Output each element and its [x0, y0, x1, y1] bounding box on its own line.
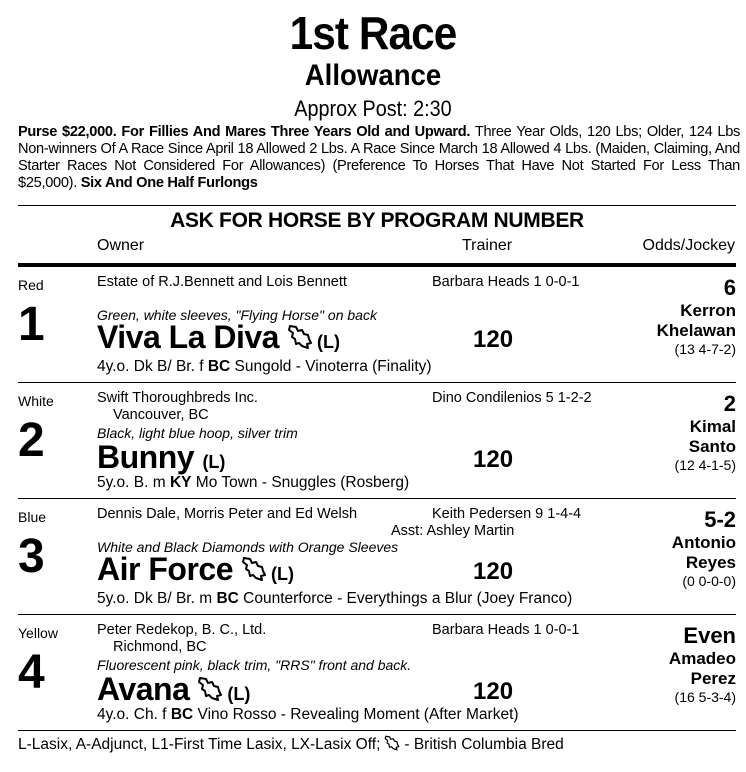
- jockey-stats: (0 0-0-0): [682, 573, 736, 589]
- breeding: [97, 590, 572, 608]
- trainer: Barbara Heads 1 0-0-1: [432, 274, 580, 290]
- program-number: 2: [18, 414, 45, 467]
- horse: [97, 319, 340, 356]
- jockey-last-name: Perez: [690, 669, 736, 688]
- owner: [97, 274, 347, 291]
- weight: 120: [473, 446, 514, 473]
- column-header-odds-jockey: Odds/Jockey: [642, 237, 735, 254]
- morning-line-odds: 2: [723, 391, 736, 416]
- trainer: Dino Condilenios 5 1-2-2: [432, 390, 592, 406]
- entry-row: [18, 267, 736, 383]
- owner-name: Swift Thoroughbreds Inc.: [97, 390, 258, 406]
- state-bred: BC: [170, 706, 194, 723]
- british-columbia-map-icon: [197, 673, 223, 699]
- saddle-color: White: [18, 393, 54, 409]
- program-number: 4: [18, 646, 45, 699]
- jockey: [672, 533, 736, 573]
- breeding: [97, 474, 409, 492]
- saddle-color: Yellow: [18, 625, 58, 641]
- british-columbia-map-icon: [384, 735, 400, 751]
- jockey-last-name: Santo: [688, 437, 736, 456]
- post-time: Approx Post: 2:30: [294, 96, 452, 121]
- medication: (L): [227, 684, 251, 704]
- owner-city: Vancouver, BC: [113, 407, 209, 423]
- entry-row: [18, 383, 736, 499]
- silks-description: Green, white sleeves, "Flying Horse" on back: [97, 307, 377, 323]
- owner: [97, 506, 357, 523]
- jockey: [657, 301, 736, 341]
- entry-row: [18, 615, 736, 731]
- breeding: [97, 706, 519, 724]
- jockey-first-name: Antonio: [671, 533, 736, 552]
- age-sex: 5y.o. B. m: [97, 474, 166, 491]
- jockey-last-name: Reyes: [685, 553, 736, 572]
- state-bred: KY: [169, 474, 192, 491]
- horse-name: Air Force: [97, 551, 233, 587]
- state-bred: BC: [216, 590, 239, 607]
- age-sex: 4y.o. Ch. f: [97, 706, 167, 723]
- medication: (L): [202, 452, 226, 472]
- breeding: [97, 358, 432, 376]
- jockey-stats: (13 4-7-2): [674, 341, 736, 357]
- silks-description: Fluorescent pink, black trim, "RRS" front and back.: [97, 657, 412, 673]
- jockey: [669, 649, 736, 689]
- jockey-first-name: Kimal: [689, 417, 736, 436]
- age-sex: 5y.o. Dk B/ Br. m: [97, 590, 213, 607]
- age-sex: 4y.o. Dk B/ Br. f: [97, 358, 204, 375]
- jockey-stats: (16 5-3-4): [674, 689, 736, 705]
- column-header-owner: Owner: [97, 237, 145, 254]
- conditions-intro: Purse $22,000. For Fillies And Mares Three Years Old and Upward.: [18, 124, 471, 140]
- conditions-body: Three Year Olds, 120 Lbs; Older, 124 Lbs Non-winners Of A Race Since April 18 Allowed 2 Lbs. A Race Since March 18 Allowed 4 Lbs. (Maiden, Claiming, And Starter Races Not Considered For Allowances) (Preference To Horses That Have Not Started For Less Than $25,000).: [18, 124, 741, 191]
- race-title: 1st Race: [289, 7, 457, 59]
- horse: [97, 671, 250, 708]
- jockey-first-name: Kerron: [680, 301, 736, 320]
- race-type: Allowance: [304, 59, 442, 92]
- race-conditions: [18, 124, 740, 192]
- horse: [97, 439, 225, 476]
- pedigree: Mo Town - Snuggles (Rosberg): [195, 474, 410, 491]
- pedigree: Sungold - Vinoterra (Finality): [234, 358, 432, 375]
- silks-description: White and Black Diamonds with Orange Sleeves: [97, 539, 399, 555]
- saddle-color: Blue: [18, 509, 47, 525]
- owner-name: Peter Redekop, B. C., Ltd.: [97, 622, 267, 638]
- weight: 120: [473, 558, 514, 585]
- state-bred: BC: [207, 358, 231, 375]
- pedigree: Vino Rosso - Revealing Moment (After Market): [197, 706, 519, 723]
- medication: (L): [316, 332, 340, 352]
- medication: (L): [270, 564, 294, 584]
- program-number: 3: [18, 530, 45, 583]
- weight: 120: [473, 678, 514, 705]
- jockey: [689, 417, 736, 457]
- weight: 120: [473, 326, 514, 353]
- saddle-color: Red: [18, 277, 44, 293]
- morning-line-odds: Even: [683, 623, 736, 648]
- jockey-first-name: Amadeo: [668, 649, 736, 668]
- horse-name: Viva La Diva: [97, 319, 279, 355]
- owner: [97, 622, 266, 656]
- silks-description: Black, light blue hoop, silver trim: [97, 425, 298, 441]
- british-columbia-map-icon: [241, 553, 267, 579]
- owner-name: Estate of R.J.Bennett and Lois Bennett: [97, 274, 347, 290]
- ask-banner: ASK FOR HORSE BY PROGRAM NUMBER: [18, 205, 736, 233]
- horse: [97, 551, 294, 588]
- morning-line-odds: 6: [723, 275, 736, 300]
- race-distance: Six And One Half Furlongs: [80, 175, 258, 191]
- legend: [18, 735, 564, 754]
- jockey-stats: (12 4-1-5): [674, 457, 736, 473]
- horse-name: Bunny: [97, 439, 195, 475]
- morning-line-odds: 5-2: [704, 507, 736, 532]
- pedigree: Counterforce - Everythings a Blur (Joey Franco): [243, 590, 573, 607]
- trainer: Barbara Heads 1 0-0-1: [432, 622, 580, 638]
- row-divider: [18, 730, 736, 732]
- trainer: Keith Pedersen 9 1-4-4: [432, 506, 582, 522]
- entry-row: [18, 499, 736, 615]
- column-header-trainer: Trainer: [462, 237, 513, 254]
- legend-bc-text: - British Columbia Bred: [404, 736, 564, 753]
- owner-city: Richmond, BC: [113, 639, 207, 655]
- program-number: 1: [18, 298, 45, 351]
- horse-name: Avana: [97, 671, 190, 707]
- assistant-trainer: Asst: Ashley Martin: [391, 523, 515, 539]
- owner: [97, 390, 258, 424]
- owner-name: Dennis Dale, Morris Peter and Ed Welsh: [97, 506, 358, 522]
- legend-text: L-Lasix, A-Adjunct, L1-First Time Lasix, LX-Lasix Off;: [18, 736, 381, 753]
- jockey-last-name: Khelawan: [656, 321, 736, 340]
- british-columbia-map-icon: [287, 321, 313, 347]
